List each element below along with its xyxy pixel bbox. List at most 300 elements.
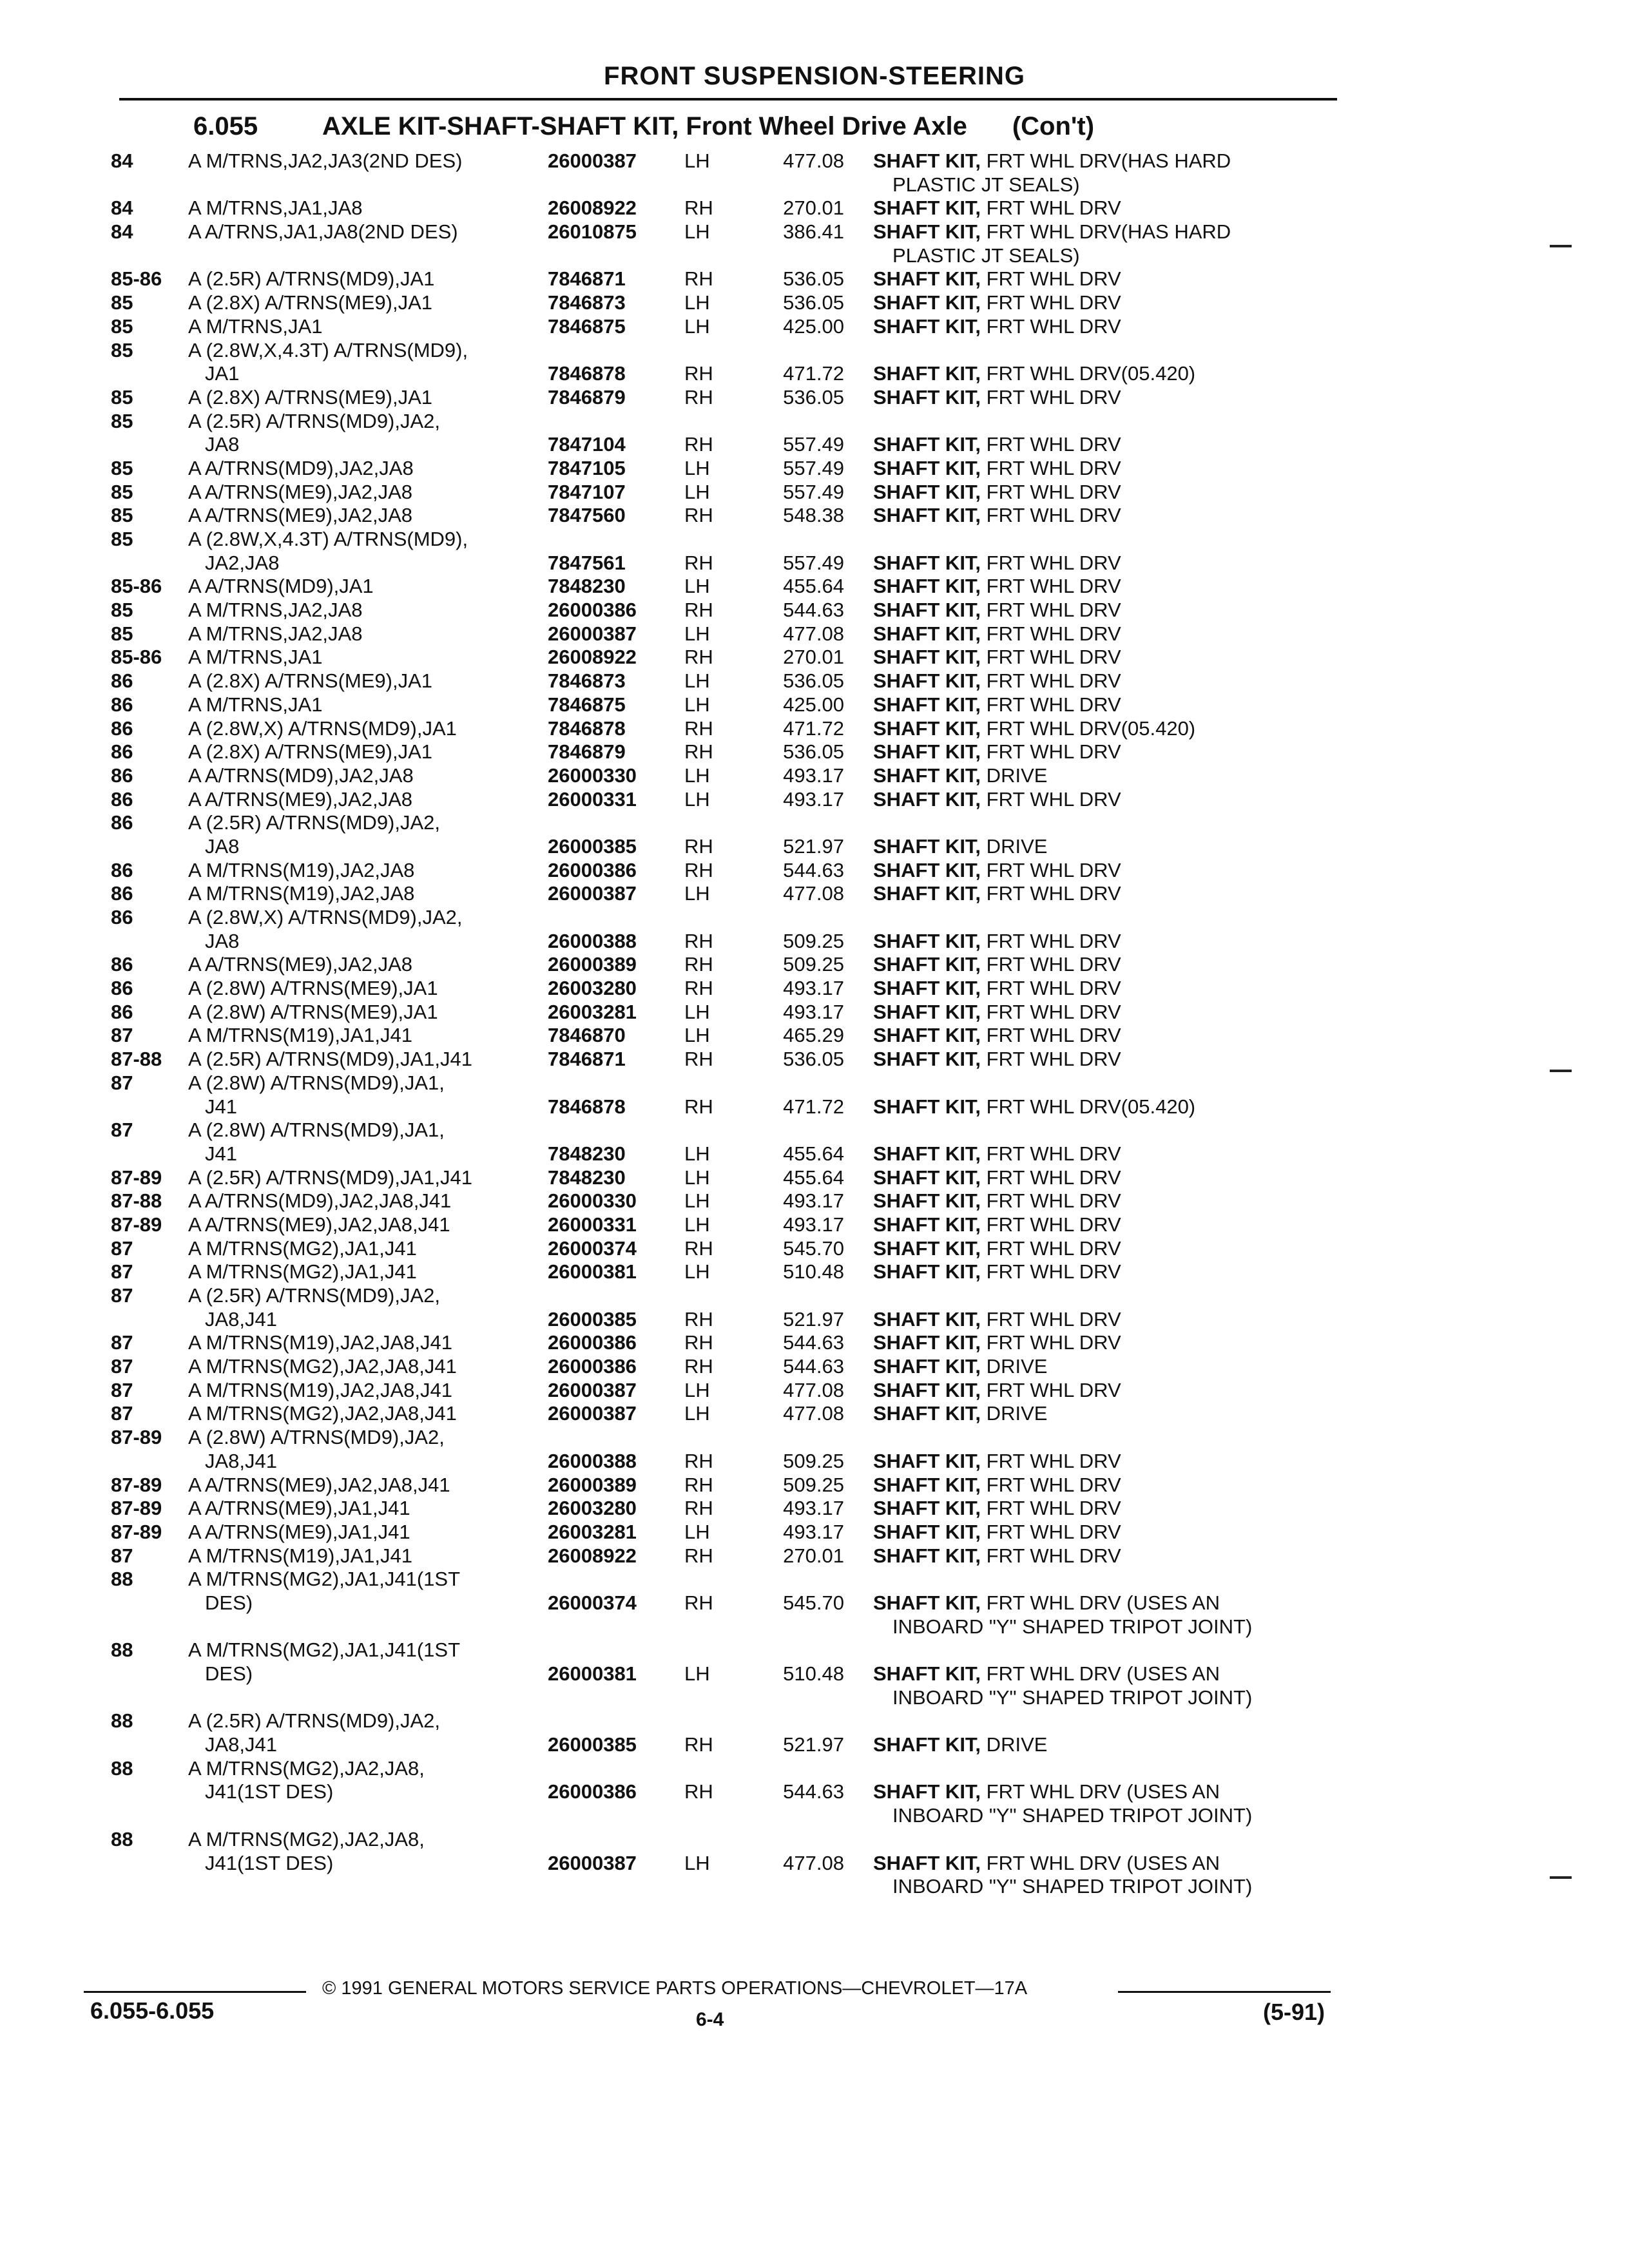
side-designation: RH (684, 1473, 713, 1496)
price: 477.08 (783, 882, 844, 905)
model-description (188, 339, 536, 363)
model-description (188, 788, 536, 812)
model-description (188, 1757, 536, 1781)
side-designation: RH (684, 1048, 713, 1071)
model-description (188, 953, 536, 977)
part-number: 7847561 (548, 551, 626, 574)
description-bold: SHAFT KIT, (873, 929, 981, 952)
model-description (188, 599, 536, 622)
description-text: SHAFT KIT, FRT WHL DRV (873, 788, 1126, 811)
side-designation: LH (684, 149, 710, 172)
section-heading (193, 112, 1094, 141)
model-text: J41 (205, 1142, 241, 1165)
side-designation: LH (684, 1402, 710, 1425)
price: 536.05 (783, 669, 844, 693)
description-text: SHAFT KIT, FRT WHL DRV(05.420) (873, 362, 1200, 385)
description-bold: SHAFT KIT, (873, 1000, 981, 1023)
parts-row (0, 740, 1629, 764)
model-text: A (2.5R) A/TRNS(MD9),JA1 (188, 267, 438, 290)
part-number: 7846875 (548, 693, 626, 716)
price: 509.25 (783, 929, 844, 952)
model-text: A M/TRNS(MG2),JA1,J41(1ST (188, 1639, 464, 1661)
model-text: A (2.8W) A/TRNS(ME9),JA1 (188, 1001, 442, 1023)
model-text: A M/TRNS,JA1 (188, 315, 326, 338)
model-description (188, 1828, 536, 1852)
page-title: FRONT SUSPENSION-STEERING (604, 62, 1025, 90)
description-text: SHAFT KIT, FRT WHL DRV (873, 930, 1126, 952)
part-number: 26000387 (548, 149, 637, 172)
price: 270.01 (783, 646, 844, 669)
description-text: SHAFT KIT, FRT WHL DRV (873, 1237, 1126, 1260)
description-bold: SHAFT KIT, (873, 1236, 981, 1260)
model-text: J41(1ST DES) (205, 1780, 337, 1803)
part-description (873, 1780, 1337, 1804)
model-text: A A/TRNS(ME9),JA2,JA8 (188, 953, 416, 975)
description-text: SHAFT KIT, FRT WHL DRV (873, 1001, 1126, 1023)
side-designation: LH (684, 787, 710, 811)
parts-row (0, 953, 1629, 977)
description-text: SHAFT KIT, FRT WHL DRV (873, 267, 1126, 290)
model-description (188, 646, 536, 669)
model-description (188, 1048, 536, 1072)
description-text: SHAFT KIT, FRT WHL DRV(05.420) (873, 717, 1200, 740)
model-text: A M/TRNS(M19),JA1,J41 (188, 1544, 416, 1567)
parts-row (0, 599, 1629, 622)
part-description (873, 882, 1337, 906)
side-designation: LH (684, 291, 710, 314)
description-bold: SHAFT KIT, (873, 882, 981, 905)
part-description-continued (892, 244, 1337, 268)
model-year: 88 (111, 1568, 133, 1591)
footer-rule-right (1118, 1991, 1331, 1993)
side-designation: LH (684, 220, 710, 244)
description-text: SHAFT KIT, FRT WHL DRV (873, 1048, 1126, 1070)
model-description (188, 1355, 536, 1379)
part-number: 7846878 (548, 362, 626, 385)
parts-row (0, 859, 1629, 883)
part-description (873, 693, 1337, 717)
part-number: 26008922 (548, 1544, 637, 1567)
price: 536.05 (783, 385, 844, 408)
description-text: SHAFT KIT, FRT WHL DRV (873, 646, 1126, 668)
parts-row (0, 267, 1629, 291)
price: 521.97 (783, 1307, 844, 1331)
model-text: JA8 (205, 835, 243, 858)
side-designation: LH (684, 882, 710, 905)
description-text: SHAFT KIT, FRT WHL DRV (USES AN (873, 1852, 1225, 1874)
model-text: JA8,J41 (205, 1308, 281, 1331)
section-number: 6.055 (193, 112, 258, 140)
footer-page-number: 6-4 (696, 2009, 724, 2030)
part-description (873, 1450, 1337, 1474)
parts-row-continuation (0, 835, 1629, 859)
parts-row (0, 1568, 1629, 1591)
description-text: SHAFT KIT, FRT WHL DRV (873, 1024, 1126, 1046)
model-description (188, 1213, 536, 1237)
model-description (188, 977, 536, 1001)
part-number: 26000387 (548, 1851, 637, 1874)
model-year: 86 (111, 669, 133, 693)
parts-row (0, 1355, 1629, 1379)
side-designation: RH (684, 858, 713, 881)
model-description (188, 315, 536, 339)
parts-row (0, 764, 1629, 788)
description-bold: SHAFT KIT, (873, 1331, 981, 1354)
part-description (873, 1001, 1337, 1024)
description-text: SHAFT KIT, FRT WHL DRV (873, 669, 1126, 692)
side-designation: RH (684, 1544, 713, 1567)
side-designation: RH (684, 1307, 713, 1331)
model-year: 87-89 (111, 1166, 162, 1189)
model-description (188, 1568, 536, 1591)
model-year: 88 (111, 1709, 133, 1733)
parts-row (0, 1001, 1629, 1024)
model-year: 86 (111, 953, 133, 976)
part-description (873, 1024, 1337, 1048)
part-number: 7848230 (548, 575, 626, 598)
part-description (873, 1189, 1337, 1213)
model-year: 84 (111, 220, 133, 244)
side-designation: RH (684, 834, 713, 858)
margin-mark (1550, 1876, 1572, 1879)
description-bold: SHAFT KIT, (873, 1048, 981, 1071)
model-year: 87 (111, 1236, 133, 1260)
model-description (205, 552, 553, 575)
parts-row (0, 717, 1629, 741)
description-text: SHAFT KIT, FRT WHL DRV (873, 504, 1126, 526)
side-designation: LH (684, 1378, 710, 1401)
price: 493.17 (783, 1213, 844, 1236)
model-description (205, 1095, 553, 1119)
model-text: A (2.8W,X,4.3T) A/TRNS(MD9), (188, 339, 472, 361)
price: 493.17 (783, 977, 844, 1000)
part-description (873, 315, 1337, 339)
side-designation: LH (684, 1189, 710, 1213)
parts-row (0, 811, 1629, 835)
part-number: 26000389 (548, 953, 637, 976)
part-number: 26010875 (548, 220, 637, 244)
part-description (873, 1308, 1337, 1332)
model-text: A (2.8W) A/TRNS(MD9),JA2, (188, 1426, 448, 1448)
model-text: A A/TRNS(MD9),JA2,JA8 (188, 457, 418, 479)
model-year: 85 (111, 338, 133, 361)
model-description (188, 740, 536, 764)
part-description-continued (892, 1804, 1337, 1828)
model-text: A (2.8W,X) A/TRNS(MD9),JA2, (188, 906, 466, 928)
side-designation: LH (684, 1662, 710, 1685)
description-text: SHAFT KIT, FRT WHL DRV (873, 882, 1126, 905)
model-year: 86 (111, 693, 133, 716)
parts-row (0, 1497, 1629, 1521)
part-description (873, 433, 1337, 457)
part-number: 7846871 (548, 267, 626, 291)
model-description (188, 575, 536, 599)
description-bold: SHAFT KIT, (873, 977, 981, 1000)
model-year: 87 (111, 1544, 133, 1567)
margin-mark (1550, 1070, 1572, 1072)
model-year: 88 (111, 1827, 133, 1850)
part-number: 7847107 (548, 480, 626, 503)
description-bold: SHAFT KIT, (873, 1662, 981, 1685)
parts-row (0, 1331, 1629, 1355)
side-designation: RH (684, 1095, 713, 1118)
model-text: A (2.8X) A/TRNS(ME9),JA1 (188, 386, 436, 408)
price: 477.08 (783, 1402, 844, 1425)
parts-row (0, 1521, 1629, 1544)
part-description (873, 1237, 1337, 1261)
parts-row-continuation (0, 1591, 1629, 1615)
part-number: 26000387 (548, 622, 637, 645)
price: 455.64 (783, 1166, 844, 1189)
description-bold: SHAFT KIT, (873, 149, 981, 172)
model-year: 85 (111, 385, 133, 408)
side-designation: LH (684, 1851, 710, 1874)
model-description (205, 362, 553, 386)
model-year: 87 (111, 1024, 133, 1047)
price: 471.72 (783, 362, 844, 385)
description-bold: SHAFT KIT, (873, 314, 981, 338)
description-text: SHAFT KIT, DRIVE (873, 1355, 1052, 1378)
price: 536.05 (783, 1048, 844, 1071)
description-text: SHAFT KIT, FRT WHL DRV (873, 1213, 1126, 1236)
price: 545.70 (783, 1591, 844, 1614)
model-year: 87 (111, 1260, 133, 1283)
model-year: 85 (111, 291, 133, 314)
part-description (873, 1733, 1337, 1757)
parts-row-continuation (0, 433, 1629, 457)
model-text: A M/TRNS(MG2),JA1,J41(1ST (188, 1568, 464, 1590)
part-number: 26000386 (548, 1780, 637, 1803)
price: 510.48 (783, 1260, 844, 1283)
footer-date-code: (5-91) (1263, 1999, 1325, 2025)
price: 493.17 (783, 1520, 844, 1543)
model-description (188, 410, 536, 434)
model-description (188, 882, 536, 906)
part-number: 7846870 (548, 1024, 626, 1047)
model-description (188, 811, 536, 835)
description-bold: SHAFT KIT, (873, 787, 981, 811)
description-bold: SHAFT KIT, (873, 1473, 981, 1496)
parts-row-continuation (0, 173, 1629, 197)
side-designation: RH (684, 716, 713, 740)
part-number: 26000381 (548, 1260, 637, 1283)
part-number: 26000388 (548, 929, 637, 952)
price: 510.48 (783, 1662, 844, 1685)
part-description (873, 646, 1337, 669)
model-description (205, 1662, 553, 1686)
parts-row (0, 1213, 1629, 1237)
side-designation: RH (684, 1331, 713, 1354)
header-rule (119, 98, 1337, 101)
description-text: SHAFT KIT, FRT WHL DRV(HAS HARD (873, 220, 1236, 243)
model-text: A (2.8X) A/TRNS(ME9),JA1 (188, 669, 436, 692)
price: 493.17 (783, 1189, 844, 1213)
side-designation: RH (684, 977, 713, 1000)
parts-row (0, 1426, 1629, 1450)
price: 544.63 (783, 1355, 844, 1378)
side-designation: LH (684, 575, 710, 598)
parts-row (0, 622, 1629, 646)
model-year: 88 (111, 1639, 133, 1662)
parts-row-continuation (0, 552, 1629, 575)
model-year: 86 (111, 906, 133, 928)
parts-row (0, 882, 1629, 906)
model-text: A (2.8W) A/TRNS(MD9),JA1, (188, 1072, 448, 1094)
model-text: A M/TRNS(M19),JA1,J41 (188, 1024, 416, 1046)
model-description (188, 1237, 536, 1261)
description-bold: SHAFT KIT, (873, 197, 981, 220)
description-text: SHAFT KIT, FRT WHL DRV (873, 1497, 1126, 1519)
description-text: SHAFT KIT, FRT WHL DRV (873, 1308, 1126, 1331)
model-description (188, 693, 536, 717)
part-description (873, 552, 1337, 575)
model-description (188, 1284, 536, 1308)
description-bold: SHAFT KIT, (873, 1544, 981, 1567)
description-text: SHAFT KIT, DRIVE (873, 1733, 1052, 1756)
price: 536.05 (783, 291, 844, 314)
model-text: A (2.5R) A/TRNS(MD9),JA1,J41 (188, 1166, 476, 1189)
model-year: 87-89 (111, 1497, 162, 1520)
model-text: A M/TRNS,JA2,JA3(2ND DES) (188, 149, 466, 172)
price: 477.08 (783, 1378, 844, 1401)
side-designation: LH (684, 1024, 710, 1047)
part-description-continued (892, 1686, 1337, 1710)
description-bold: SHAFT KIT, (873, 1260, 981, 1283)
parts-list (0, 149, 1629, 1899)
model-text: A M/TRNS(MG2),JA1,J41 (188, 1260, 421, 1283)
model-text: A (2.5R) A/TRNS(MD9),JA2, (188, 1709, 444, 1732)
side-designation: RH (684, 504, 713, 527)
model-year: 87-89 (111, 1473, 162, 1496)
model-text: A A/TRNS(MD9),JA2,JA8,J41 (188, 1189, 455, 1212)
description-bold: SHAFT KIT, (873, 291, 981, 314)
part-description (873, 622, 1337, 646)
model-year: 87 (111, 1284, 133, 1307)
model-year: 86 (111, 811, 133, 834)
model-description (188, 267, 536, 291)
model-text: JA8 (205, 930, 243, 952)
part-description (873, 1662, 1337, 1686)
parts-row (0, 575, 1629, 599)
model-year: 86 (111, 977, 133, 1000)
model-text: A (2.8X) A/TRNS(ME9),JA1 (188, 291, 436, 314)
model-text: A M/TRNS(M19),JA2,JA8 (188, 882, 418, 905)
model-description (188, 504, 536, 528)
model-year: 88 (111, 1756, 133, 1780)
model-year: 86 (111, 882, 133, 905)
parts-row-continuation (0, 1733, 1629, 1757)
description-bold: SHAFT KIT, (873, 362, 981, 385)
model-text: A A/TRNS(ME9),JA2,JA8,J41 (188, 1213, 454, 1236)
part-number: 7846878 (548, 1095, 626, 1118)
side-designation: RH (684, 197, 713, 220)
model-text: A A/TRNS(ME9),JA2,JA8 (188, 788, 416, 811)
part-description (873, 1355, 1337, 1379)
side-designation: RH (684, 267, 713, 291)
side-designation: LH (684, 669, 710, 693)
parts-row (0, 693, 1629, 717)
parts-row-continuation (0, 1662, 1629, 1686)
model-description (188, 291, 536, 315)
parts-row-continuation (0, 1450, 1629, 1474)
model-year: 87 (111, 1355, 133, 1378)
model-text: A M/TRNS(MG2),JA2,JA8,J41 (188, 1355, 461, 1378)
model-text: A A/TRNS(ME9),JA2,JA8 (188, 504, 416, 526)
parts-row-continuation (0, 1686, 1629, 1710)
model-text: A A/TRNS(ME9),JA1,J41 (188, 1497, 414, 1519)
model-description (188, 859, 536, 883)
parts-row (0, 481, 1629, 505)
model-description (188, 669, 536, 693)
model-description (188, 906, 536, 930)
model-year: 86 (111, 716, 133, 740)
footer-section-range: 6.055-6.055 (90, 1997, 215, 2024)
description-text: SHAFT KIT, FRT WHL DRV (873, 481, 1126, 503)
parts-row (0, 1709, 1629, 1733)
price: 521.97 (783, 834, 844, 858)
side-designation: LH (684, 314, 710, 338)
model-description (188, 528, 536, 552)
side-designation: RH (684, 929, 713, 952)
model-text: A A/TRNS(ME9),JA2,JA8 (188, 481, 416, 503)
description-bold: SHAFT KIT, (873, 575, 981, 598)
part-description (873, 669, 1337, 693)
side-designation: RH (684, 1236, 713, 1260)
price: 493.17 (783, 787, 844, 811)
price: 509.25 (783, 1473, 844, 1496)
model-description (188, 1521, 536, 1544)
price: 477.08 (783, 622, 844, 645)
part-number: 7846873 (548, 291, 626, 314)
price: 536.05 (783, 267, 844, 291)
model-description (205, 1142, 553, 1166)
price: 557.49 (783, 480, 844, 503)
part-description (873, 1048, 1337, 1072)
model-year: 84 (111, 197, 133, 220)
model-text: JA2,JA8 (205, 552, 283, 574)
part-description (873, 1474, 1337, 1497)
price: 493.17 (783, 1000, 844, 1023)
part-number: 26000331 (548, 787, 637, 811)
parts-row (0, 1757, 1629, 1781)
part-number: 7848230 (548, 1166, 626, 1189)
price: 557.49 (783, 456, 844, 479)
part-number: 26008922 (548, 646, 637, 669)
parts-row-continuation (0, 1780, 1629, 1804)
price: 471.72 (783, 716, 844, 740)
model-text: A (2.8W,X) A/TRNS(MD9),JA1 (188, 717, 461, 740)
description-bold: SHAFT KIT, (873, 740, 981, 764)
description-bold: SHAFT KIT, (873, 1355, 981, 1378)
description-text: SHAFT KIT, FRT WHL DRV(05.420) (873, 1095, 1200, 1118)
part-description (873, 267, 1337, 291)
side-designation: RH (684, 362, 713, 385)
model-year: 87-89 (111, 1213, 162, 1236)
model-text: A M/TRNS(MG2),JA1,J41 (188, 1237, 421, 1260)
description-bold: SHAFT KIT, (873, 433, 981, 456)
description-bold: SHAFT KIT, (873, 504, 981, 527)
description-bold: SHAFT KIT, (873, 1024, 981, 1047)
parts-row (0, 386, 1629, 410)
parts-row-continuation (0, 1308, 1629, 1332)
model-text: A M/TRNS,JA1 (188, 646, 326, 668)
description-text: SHAFT KIT, FRT WHL DRV(HAS HARD (873, 149, 1236, 172)
part-description (873, 764, 1337, 788)
model-year: 85 (111, 456, 133, 479)
parts-row-continuation (0, 1615, 1629, 1639)
model-text: A M/TRNS,JA2,JA8 (188, 599, 366, 621)
model-text: A M/TRNS,JA1 (188, 693, 326, 716)
